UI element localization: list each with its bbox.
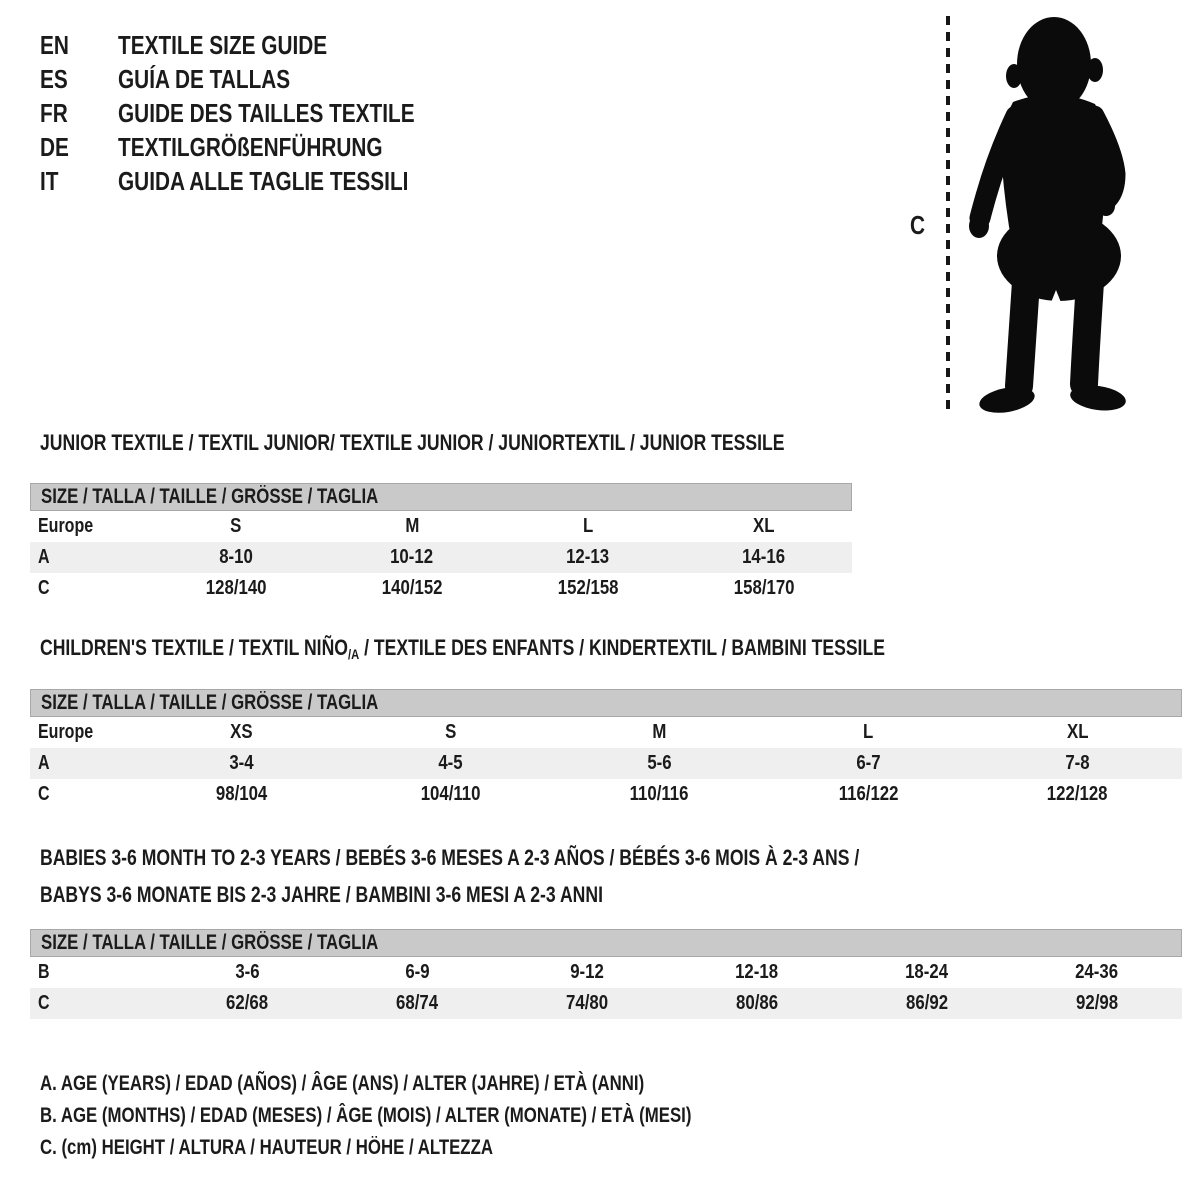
cell-value: 18-24 bbox=[905, 961, 949, 983]
cell-value: 3-4 bbox=[229, 752, 254, 774]
babies-size-bar: SIZE / TALLA / TAILLE / GRÖSSE / TAGLIA bbox=[30, 929, 1182, 957]
children-age-row bbox=[30, 748, 1182, 779]
language-code: IT bbox=[40, 166, 59, 196]
children-section-heading bbox=[40, 636, 1096, 666]
legend-line-c: C. (cm) HEIGHT / ALTURA / HAUTEUR / HÖHE / ALTEZZA bbox=[40, 1136, 493, 1159]
column-header: L bbox=[863, 721, 874, 743]
children-size-bar: SIZE / TALLA / TAILLE / GRÖSSE / TAGLIA bbox=[30, 689, 1182, 717]
guide-title-es: GUÍA DE TALLAS bbox=[118, 64, 291, 94]
children-header-row bbox=[30, 717, 1182, 748]
junior-height-row bbox=[30, 573, 852, 604]
junior-age-row bbox=[30, 542, 852, 573]
cell-value: 158/170 bbox=[733, 577, 795, 599]
children-height-row bbox=[30, 779, 1182, 810]
cell-value: 140/152 bbox=[381, 577, 443, 599]
language-row-es bbox=[40, 62, 489, 96]
column-header: Europe bbox=[38, 515, 94, 537]
babies-size-table bbox=[30, 957, 1182, 1019]
cell-value: 80/86 bbox=[735, 992, 779, 1014]
guide-title-en: TEXTILE SIZE GUIDE bbox=[118, 30, 328, 60]
cell-value: 122/128 bbox=[1047, 783, 1108, 805]
babies-section-heading-line2: BABYS 3-6 MONATE BIS 2-3 JAHRE / BAMBINI 3-6 MESI A 2-3 ANNI bbox=[40, 882, 603, 907]
cell-value: 116/122 bbox=[838, 783, 899, 805]
cell-value: 6-9 bbox=[404, 961, 430, 983]
row-label: C bbox=[38, 577, 50, 599]
column-header: L bbox=[582, 515, 594, 537]
children-size-table bbox=[30, 717, 1182, 810]
language-code: EN bbox=[40, 30, 69, 60]
row-label: B bbox=[38, 961, 50, 983]
junior-header-row bbox=[30, 511, 852, 542]
language-row-fr bbox=[40, 96, 489, 130]
babies-section-heading-line1: BABIES 3-6 MONTH TO 2-3 YEARS / BEBÉS 3-6 MESES A 2-3 AÑOS / BÉBÉS 3-6 MOIS À 2-3 ANS / bbox=[40, 845, 860, 870]
column-header: S bbox=[230, 515, 242, 537]
children-heading-text: CHILDREN'S TEXTILE / TEXTIL NIÑO bbox=[40, 635, 348, 660]
cell-value: 7-8 bbox=[1065, 752, 1090, 774]
language-code: FR bbox=[40, 98, 68, 128]
cell-value: 86/92 bbox=[905, 992, 949, 1014]
guide-title-fr: GUIDE DES TAILLES TEXTILE bbox=[118, 98, 415, 128]
junior-size-table bbox=[30, 511, 852, 604]
measurement-legend bbox=[40, 1068, 854, 1164]
cell-value: 152/158 bbox=[557, 577, 619, 599]
legend-line-b: B. AGE (MONTHS) / EDAD (MESES) / ÂGE (MOIS) / ALTER (MONATE) / ETÀ (MESI) bbox=[40, 1104, 692, 1127]
toddler-silhouette-icon bbox=[956, 14, 1144, 418]
cell-value: 8-10 bbox=[219, 546, 253, 568]
column-header: XL bbox=[753, 515, 775, 537]
height-dashed-line bbox=[946, 16, 950, 416]
babies-height-row bbox=[30, 988, 1182, 1019]
row-label: C bbox=[38, 992, 50, 1014]
cell-value: 4-5 bbox=[438, 752, 463, 774]
cell-value: 68/74 bbox=[395, 992, 439, 1014]
cell-value: 12-18 bbox=[735, 961, 779, 983]
cell-value: 110/116 bbox=[630, 783, 689, 805]
cell-value: 74/80 bbox=[565, 992, 609, 1014]
junior-size-bar: SIZE / TALLA / TAILLE / GRÖSSE / TAGLIA bbox=[30, 483, 852, 511]
cell-value: 3-6 bbox=[234, 961, 260, 983]
guide-title-it: GUIDA ALLE TAGLIE TESSILI bbox=[118, 166, 409, 196]
row-label: A bbox=[38, 752, 50, 774]
language-row-en bbox=[40, 28, 489, 62]
column-header: XS bbox=[230, 721, 253, 743]
cell-value: 62/68 bbox=[225, 992, 269, 1014]
language-code: DE bbox=[40, 132, 69, 162]
language-row-de bbox=[40, 130, 489, 164]
guide-title-de: TEXTILGRÖßENFÜHRUNG bbox=[118, 132, 383, 162]
cell-value: 10-12 bbox=[390, 546, 434, 568]
column-header: XL bbox=[1066, 721, 1089, 743]
children-heading-subscript: /A bbox=[347, 646, 360, 662]
junior-section-heading: JUNIOR TEXTILE / TEXTIL JUNIOR/ TEXTILE JUNIOR / JUNIORTEXTIL / JUNIOR TESSILE bbox=[40, 430, 785, 455]
language-title-list bbox=[40, 28, 489, 198]
column-header: Europe bbox=[38, 721, 94, 743]
column-header: M bbox=[652, 721, 667, 743]
column-header: M bbox=[404, 515, 419, 537]
cell-value: 12-13 bbox=[566, 546, 610, 568]
cell-value: 92/98 bbox=[1075, 992, 1119, 1014]
row-label: C bbox=[38, 783, 50, 805]
cell-value: 24-36 bbox=[1075, 961, 1119, 983]
cell-value: 98/104 bbox=[215, 783, 268, 805]
cell-value: 5-6 bbox=[647, 752, 672, 774]
cell-value: 14-16 bbox=[742, 546, 786, 568]
cell-value: 104/110 bbox=[420, 783, 481, 805]
cell-value: 128/140 bbox=[205, 577, 267, 599]
height-measure-label: C bbox=[910, 210, 926, 240]
column-header: S bbox=[444, 721, 457, 743]
language-row-it bbox=[40, 164, 489, 198]
cell-value: 9-12 bbox=[570, 961, 604, 983]
row-label: A bbox=[38, 546, 50, 568]
legend-line-a: A. AGE (YEARS) / EDAD (AÑOS) / ÂGE (ANS) / ALTER (JAHRE) / ETÀ (ANNI) bbox=[40, 1072, 645, 1095]
children-heading-text: / TEXTILE DES ENFANTS / KINDERTEXTIL / BAMBINI TESSILE bbox=[359, 635, 885, 660]
babies-months-row bbox=[30, 957, 1182, 988]
language-code: ES bbox=[40, 64, 68, 94]
cell-value: 6-7 bbox=[856, 752, 881, 774]
